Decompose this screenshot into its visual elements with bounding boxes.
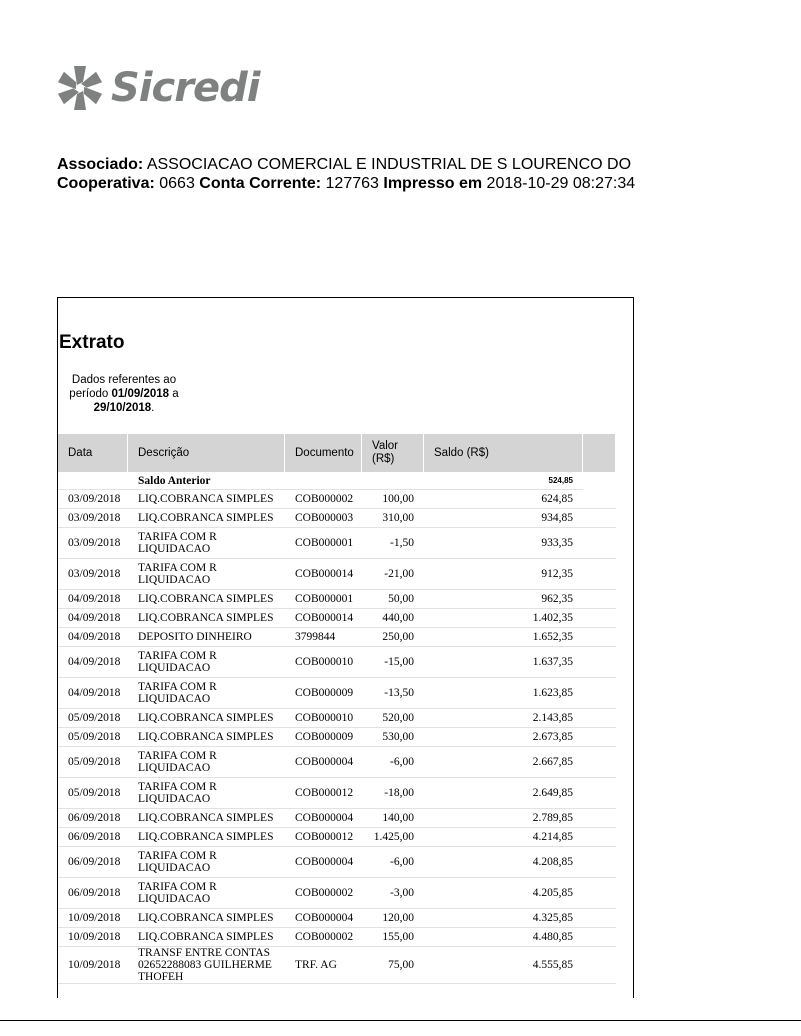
table-row (58, 928, 616, 947)
cell-spacer (583, 490, 616, 509)
table-row (58, 559, 616, 590)
cell-documento: COB000014 (285, 559, 362, 590)
cooperativa-label: Cooperativa: (57, 175, 155, 192)
cell-saldo: 4.208,85 (424, 847, 583, 878)
cell-documento: COB000004 (285, 809, 362, 828)
page-bottom-rule (0, 1020, 801, 1021)
cell-data: 10/09/2018 (58, 928, 128, 947)
cell-documento: COB000009 (285, 728, 362, 747)
cell-saldo: 933,35 (424, 528, 583, 559)
cell-data: 03/09/2018 (58, 509, 128, 528)
cell-valor: -1,50 (362, 528, 424, 559)
conta-value: 127763 (325, 175, 379, 192)
cell-data: 05/09/2018 (58, 709, 128, 728)
cell-descricao: LIQ.COBRANCA SIMPLES (128, 709, 285, 728)
cell-descricao: LIQ.COBRANCA SIMPLES (128, 928, 285, 947)
account-header (57, 155, 635, 193)
cell-spacer (583, 847, 616, 878)
account-info-line (57, 174, 635, 193)
cell-valor: 155,00 (362, 928, 424, 947)
cell-descricao: TARIFA COM R LIQUIDACAO (128, 647, 285, 678)
cell-valor: -6,00 (362, 847, 424, 878)
cell-documento: COB000004 (285, 847, 362, 878)
cell-valor: -3,00 (362, 878, 424, 909)
cell-documento: 3799844 (285, 628, 362, 647)
periodo-end-punct: . (151, 402, 155, 414)
cell-spacer (583, 947, 616, 984)
cell-data: 04/09/2018 (58, 678, 128, 709)
cell-data: 04/09/2018 (58, 609, 128, 628)
conta-label: Conta Corrente: (199, 175, 322, 192)
cell-saldo: 962,35 (424, 590, 583, 609)
cell-spacer (583, 709, 616, 728)
cell-saldo: 4.555,85 (424, 947, 583, 984)
cell-valor: -21,00 (362, 559, 424, 590)
cell-spacer (583, 928, 616, 947)
table-row (58, 809, 616, 828)
table-row (58, 647, 616, 678)
cell-data: 03/09/2018 (58, 490, 128, 509)
header-spacer (583, 434, 616, 472)
table-row (58, 509, 616, 528)
cell-valor: 120,00 (362, 909, 424, 928)
cell-spacer (583, 747, 616, 778)
cell-spacer (583, 628, 616, 647)
cell-documento: COB000002 (285, 878, 362, 909)
cell-spacer (583, 559, 616, 590)
cell-valor: 530,00 (362, 728, 424, 747)
header-data: Data (58, 434, 128, 472)
cell-documento: COB000004 (285, 747, 362, 778)
cell-descricao: TARIFA COM R LIQUIDACAO (128, 559, 285, 590)
cell-descricao: TARIFA COM R LIQUIDACAO (128, 847, 285, 878)
cell-documento: COB000002 (285, 928, 362, 947)
cell-data: 06/09/2018 (58, 878, 128, 909)
cell-valor: 75,00 (362, 947, 424, 984)
cell-data: 05/09/2018 (58, 728, 128, 747)
saldo-anterior-spacer (583, 472, 616, 490)
cell-saldo: 4.325,85 (424, 909, 583, 928)
cell-documento: COB000001 (285, 590, 362, 609)
cell-data: 06/09/2018 (58, 809, 128, 828)
header-saldo: Saldo (R$) (424, 434, 583, 472)
cell-spacer (583, 678, 616, 709)
table-row (58, 609, 616, 628)
cell-descricao: TARIFA COM R LIQUIDACAO (128, 528, 285, 559)
cell-descricao: DEPOSITO DINHEIRO (128, 628, 285, 647)
periodo-mid: a (172, 388, 179, 400)
cell-documento: COB000014 (285, 609, 362, 628)
cell-spacer (583, 728, 616, 747)
table-row (58, 590, 616, 609)
cell-valor: 100,00 (362, 490, 424, 509)
cell-spacer (583, 647, 616, 678)
periodo-end: 29/10/2018 (93, 402, 152, 414)
cell-valor: -15,00 (362, 647, 424, 678)
table-row (58, 828, 616, 847)
cell-descricao: LIQ.COBRANCA SIMPLES (128, 728, 285, 747)
cell-documento: COB000012 (285, 828, 362, 847)
saldo-anterior-label: Saldo Anterior (128, 472, 424, 490)
cell-saldo: 2.789,85 (424, 809, 583, 828)
header-valor: Valor (R$) (362, 434, 424, 472)
cell-spacer (583, 778, 616, 809)
cell-data: 05/09/2018 (58, 778, 128, 809)
cell-valor: -18,00 (362, 778, 424, 809)
associado-line (57, 155, 635, 174)
cell-valor: 1.425,00 (362, 828, 424, 847)
table-row (58, 678, 616, 709)
cooperativa-value: 0663 (159, 175, 195, 192)
periodo-line1: Dados referentes ao (71, 374, 177, 386)
cell-saldo: 1.637,35 (424, 647, 583, 678)
cell-spacer (583, 528, 616, 559)
table-row (58, 747, 616, 778)
saldo-anterior-value: 524,85 (424, 472, 583, 490)
cell-valor: -13,50 (362, 678, 424, 709)
cell-documento: COB000003 (285, 509, 362, 528)
cell-data: 04/09/2018 (58, 628, 128, 647)
cell-valor: 250,00 (362, 628, 424, 647)
header-documento: Documento (285, 434, 362, 472)
cell-documento: COB000001 (285, 528, 362, 559)
cell-saldo: 1.652,35 (424, 628, 583, 647)
statement-table (58, 434, 616, 984)
table-row (58, 909, 616, 928)
table-row (58, 847, 616, 878)
header-descricao: Descrição (128, 434, 285, 472)
cell-descricao: TARIFA COM R LIQUIDACAO (128, 747, 285, 778)
cell-spacer (583, 609, 616, 628)
cell-saldo: 2.667,85 (424, 747, 583, 778)
cell-valor: 310,00 (362, 509, 424, 528)
periodo-text (65, 373, 183, 415)
table-row (58, 709, 616, 728)
cell-saldo: 2.673,85 (424, 728, 583, 747)
cell-documento: COB000002 (285, 490, 362, 509)
cell-data: 04/09/2018 (58, 647, 128, 678)
cell-documento: COB000012 (285, 778, 362, 809)
cell-saldo: 4.205,85 (424, 878, 583, 909)
cell-documento: COB000004 (285, 909, 362, 928)
cell-saldo: 2.649,85 (424, 778, 583, 809)
cell-descricao: TARIFA COM R LIQUIDACAO (128, 678, 285, 709)
cell-saldo: 1.402,35 (424, 609, 583, 628)
cell-data: 03/09/2018 (58, 528, 128, 559)
cell-spacer (583, 590, 616, 609)
cell-spacer (583, 828, 616, 847)
periodo-prefix: período (69, 388, 109, 400)
extrato-title: Extrato (59, 332, 125, 353)
cell-valor: 50,00 (362, 590, 424, 609)
cell-descricao: LIQ.COBRANCA SIMPLES (128, 809, 285, 828)
cell-valor: 440,00 (362, 609, 424, 628)
saldo-anterior-row (58, 472, 616, 490)
cell-data: 04/09/2018 (58, 590, 128, 609)
table-row (58, 490, 616, 509)
cell-saldo: 934,85 (424, 509, 583, 528)
periodo-start: 01/09/2018 (111, 388, 170, 400)
sicredi-logo-icon (55, 63, 105, 113)
cell-saldo: 2.143,85 (424, 709, 583, 728)
cell-saldo: 4.214,85 (424, 828, 583, 847)
cell-documento: COB000010 (285, 709, 362, 728)
cell-descricao: LIQ.COBRANCA SIMPLES (128, 909, 285, 928)
cell-saldo: 1.623,85 (424, 678, 583, 709)
cell-saldo: 4.480,85 (424, 928, 583, 947)
cell-saldo: 624,85 (424, 490, 583, 509)
table-row (58, 628, 616, 647)
cell-data: 06/09/2018 (58, 828, 128, 847)
cell-documento: TRF. AG (285, 947, 362, 984)
saldo-anterior-empty (58, 472, 128, 490)
cell-descricao: TARIFA COM R LIQUIDACAO (128, 878, 285, 909)
cell-descricao: TRANSF ENTRE CONTAS 02652288083 GUILHERME THOFEH (128, 947, 285, 984)
cell-data: 10/09/2018 (58, 947, 128, 984)
impresso-value: 2018-10-29 08:27:34 (486, 175, 636, 192)
cell-data: 06/09/2018 (58, 847, 128, 878)
table-row (58, 778, 616, 809)
table-row (58, 528, 616, 559)
extrato-panel (57, 297, 634, 998)
sicredi-logo-text: Sicredi (111, 65, 260, 111)
cell-descricao: LIQ.COBRANCA SIMPLES (128, 590, 285, 609)
cell-saldo: 912,35 (424, 559, 583, 590)
associado-label: Associado: (57, 156, 144, 173)
cell-spacer (583, 878, 616, 909)
impresso-label: Impresso em (383, 175, 483, 192)
cell-data: 10/09/2018 (58, 909, 128, 928)
cell-valor: 520,00 (362, 709, 424, 728)
table-row (58, 878, 616, 909)
cell-descricao: LIQ.COBRANCA SIMPLES (128, 509, 285, 528)
cell-spacer (583, 909, 616, 928)
cell-spacer (583, 809, 616, 828)
cell-valor: 140,00 (362, 809, 424, 828)
table-row (58, 728, 616, 747)
cell-documento: COB000009 (285, 678, 362, 709)
cell-valor: -6,00 (362, 747, 424, 778)
associado-value: ASSOCIACAO COMERCIAL E INDUSTRIAL DE S LOURENCO DO (146, 156, 632, 173)
cell-descricao: TARIFA COM R LIQUIDACAO (128, 778, 285, 809)
table-header-row (58, 434, 616, 472)
cell-data: 03/09/2018 (58, 559, 128, 590)
cell-descricao: LIQ.COBRANCA SIMPLES (128, 490, 285, 509)
table-row (58, 947, 616, 984)
cell-descricao: LIQ.COBRANCA SIMPLES (128, 828, 285, 847)
sicredi-logo (55, 62, 259, 114)
cell-spacer (583, 509, 616, 528)
cell-descricao: LIQ.COBRANCA SIMPLES (128, 609, 285, 628)
cell-documento: COB000010 (285, 647, 362, 678)
cell-data: 05/09/2018 (58, 747, 128, 778)
